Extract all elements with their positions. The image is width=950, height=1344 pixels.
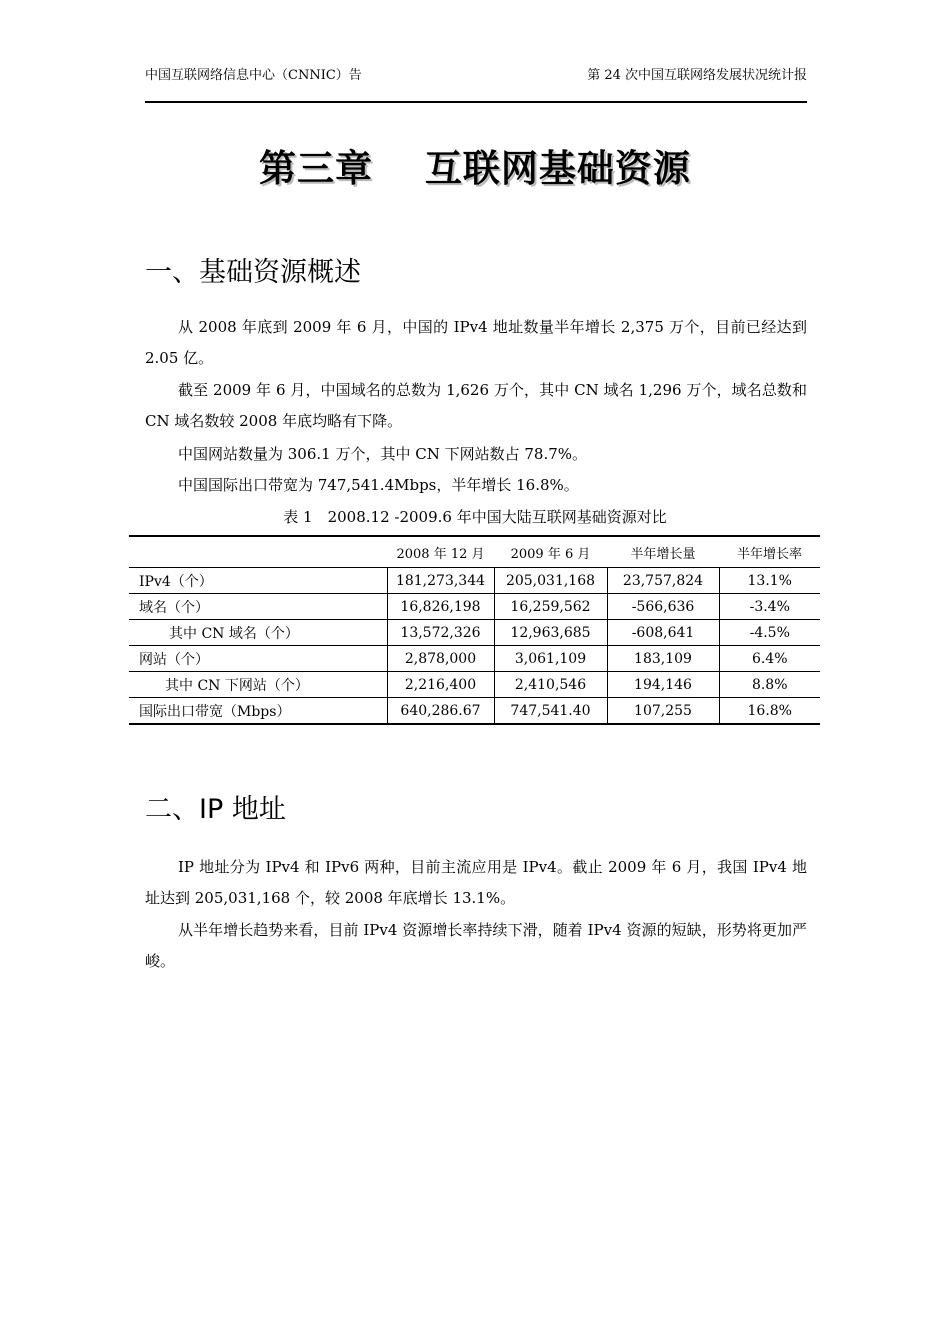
section-title-ip-address: 二、IP 地址: [145, 794, 286, 825]
paragraph-ip-address-types: IP 地址分为 IPv4 和 IPv6 两种，目前主流应用是 IPv4。截止 2009 年 6 月，我国 IPv4 地址达到 205,031,168 个，较 2008 年底增长 13.1%。: [145, 858, 807, 907]
paragraph-website-summary: 中国网站数量为 306.1 万个，其中 CN 下网站数占 78.7%。: [178, 445, 588, 463]
column-header: 半年增长率: [719, 536, 820, 568]
header-left: 中国互联网络信息中心（CNNIC）告: [145, 68, 362, 83]
row-label: 其中 CN 下网站（个）: [129, 672, 387, 698]
column-header: 2008 年 12 月: [387, 536, 494, 568]
row-label: 国际出口带宽（Mbps）: [129, 698, 387, 725]
column-header: [129, 536, 387, 568]
paragraph-bandwidth-summary: 中国国际出口带宽为 747,541.4Mbps，半年增长 16.8%。: [178, 476, 579, 494]
paragraph-domain-summary: 截至 2009 年 6 月，中国域名的总数为 1,626 万个，其中 CN 域名 1,296 万个，域名总数和 CN 域名数较 2008 年底均略有下降。: [145, 381, 807, 430]
table-cell: 23,757,824: [607, 568, 719, 594]
table-cell: 194,146: [607, 672, 719, 698]
table-cell: 16,259,562: [494, 594, 607, 620]
table-cell: 205,031,168: [494, 568, 607, 594]
table-cell: 107,255: [607, 698, 719, 725]
row-label: 其中 CN 域名（个）: [129, 620, 387, 646]
table-cell: 6.4%: [719, 646, 820, 672]
table-cell: -3.4%: [719, 594, 820, 620]
table-cell: 183,109: [607, 646, 719, 672]
table-header-row: [129, 536, 820, 568]
table-cell: 181,273,344: [387, 568, 494, 594]
table-cell: 16,826,198: [387, 594, 494, 620]
table-cell: 3,061,109: [494, 646, 607, 672]
resource-comparison-table: [129, 535, 820, 725]
table-cell: 16.8%: [719, 698, 820, 725]
table-cell: -608,641: [607, 620, 719, 646]
paragraph-ipv4-summary: 从 2008 年底到 2009 年 6 月，中国的 IPv4 地址数量半年增长 2,375 万个，目前已经达到 2.05 亿。: [145, 318, 807, 367]
paragraph-ipv4-trend: 从半年增长趋势来看，目前 IPv4 资源增长率持续下滑，随着 IPv4 资源的短缺，形势将更加严峻。: [145, 921, 807, 970]
table-row: [129, 646, 820, 672]
section-title-overview: 一、基础资源概述: [145, 257, 361, 288]
table-cell: 747,541.40: [494, 698, 607, 725]
row-label: 网站（个）: [129, 646, 387, 672]
header-right: 第 24 次中国互联网络发展状况统计报: [587, 68, 807, 83]
table-row: [129, 594, 820, 620]
table-cell: 8.8%: [719, 672, 820, 698]
header-divider: [145, 101, 807, 103]
table-cell: 2,216,400: [387, 672, 494, 698]
table-cell: -566,636: [607, 594, 719, 620]
table-cell: 640,286.67: [387, 698, 494, 725]
column-header: 半年增长量: [607, 536, 719, 568]
table-cell: 13.1%: [719, 568, 820, 594]
table-row: [129, 672, 820, 698]
table-cell: 12,963,685: [494, 620, 607, 646]
table-caption: 表 1 2008.12 -2009.6 年中国大陆互联网基础资源对比: [283, 508, 667, 526]
table-cell: 2,878,000: [387, 646, 494, 672]
table-cell: 13,572,326: [387, 620, 494, 646]
chapter-title: 第三章 互联网基础资源: [259, 147, 691, 190]
row-label: 域名（个）: [129, 594, 387, 620]
table-row: [129, 568, 820, 594]
table-cell: -4.5%: [719, 620, 820, 646]
table-row: [129, 620, 820, 646]
table-row: [129, 698, 820, 725]
column-header: 2009 年 6 月: [494, 536, 607, 568]
row-label: IPv4（个）: [129, 568, 387, 594]
table-cell: 2,410,546: [494, 672, 607, 698]
